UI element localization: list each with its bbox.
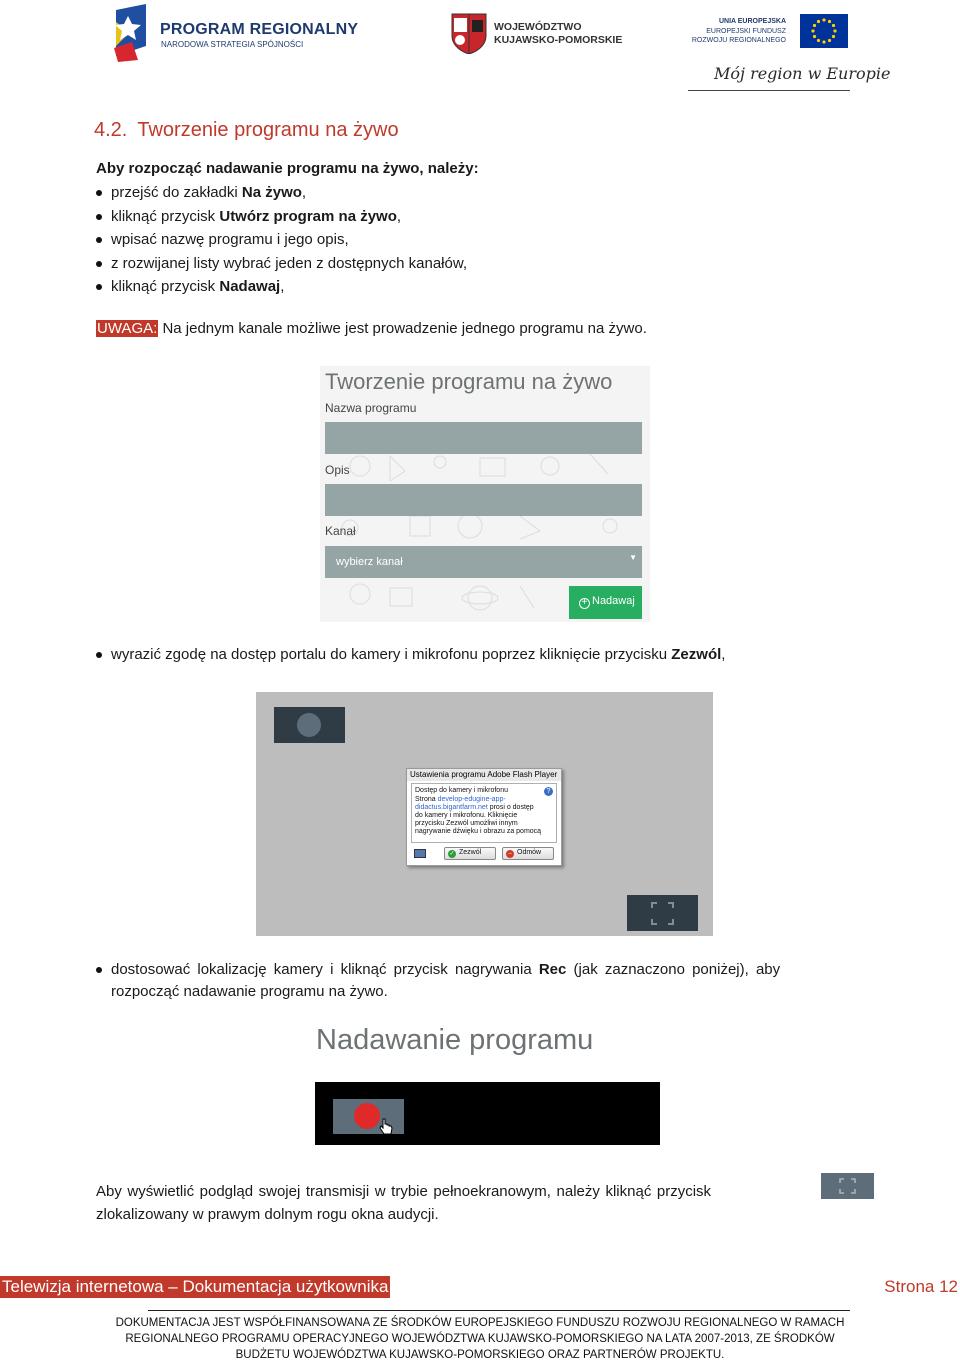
steps-list	[96, 184, 467, 302]
monitor-icon[interactable]	[414, 849, 426, 858]
flash-dialog-title: Ustawienia programu Adobe Flash Player	[407, 769, 561, 781]
program-regionalny-logo	[108, 2, 358, 64]
warning-text: Na jednym kanale możliwe jest prowadzenie jednego programu na żywo.	[158, 320, 647, 337]
wojewodztwo-line2: KUJAWSKO-POMORSKIE	[494, 34, 623, 46]
bullet-icon	[96, 214, 102, 220]
allow-button[interactable]: ✓ Zezwól	[444, 847, 496, 860]
list-item: kliknąć przycisk Nadawaj,	[96, 278, 467, 302]
bullet-icon	[96, 237, 102, 243]
record-step: dostosować lokalizację kamery i kliknąć przycisk nagrywania Rec (jak zaznaczono poniżej), aby	[96, 961, 780, 978]
hand-cursor-icon	[379, 1118, 393, 1136]
fullscreen-button[interactable]	[627, 895, 698, 931]
form-title: Tworzenie programu na żywo	[325, 369, 613, 394]
list-item: kliknąć przycisk Utwórz program na żywo,	[96, 208, 467, 232]
bullet-icon	[96, 190, 102, 196]
eu-line2: EUROPEJSKI FUNDUSZ	[706, 28, 786, 35]
footer-line1: DOKUMENTACJA JEST WSPÓŁFINANSOWANA ZE ŚRODKÓW EUROPEJSKIEGO FUNDUSZU ROZWOJU REGIONALNEGO W RAMACH	[115, 1317, 845, 1329]
caret-down-icon: ▼	[629, 553, 637, 562]
bullet-icon	[96, 261, 102, 267]
footer-line3: BUDŻETU WOJEWÓDZTWA KUJAWSKO-POMORSKIEGO ORAZ PARTNERÓW PROJEKTU.	[235, 1349, 725, 1361]
help-icon[interactable]: ?	[544, 787, 553, 796]
footer-line2: REGIONALNEGO PROGRAMU OPERACYJNEGO WOJEWÓDZTWA KUJAWSKO-POMORSKIEGO NA LATA 2007-2013, ZE ŚRODKÓW	[125, 1333, 835, 1345]
bullet-icon	[96, 967, 102, 973]
intro-text: Aby rozpocząć nadawanie programu na żywo, należy:	[96, 160, 479, 177]
section-title: Tworzenie programu na żywo	[137, 119, 399, 141]
record-dot-icon	[354, 1103, 380, 1129]
channel-select-value: wybierz kanał	[336, 556, 403, 568]
warning-tag: UWAGA:	[97, 320, 158, 337]
record-button[interactable]	[333, 1099, 404, 1134]
list-item: z rozwijanej listy wybrać jeden z dostępnych kanałów,	[96, 255, 467, 279]
motto-signature: Mój region w Europie	[714, 64, 891, 83]
broadcast-control-bar	[315, 1082, 660, 1145]
record-dot-icon	[297, 713, 321, 737]
broadcast-button-label: Nadawaj	[592, 595, 635, 607]
fullscreen-button-sample	[821, 1173, 874, 1199]
eu-logo	[691, 12, 850, 54]
program-name-input[interactable]	[325, 422, 642, 454]
create-program-form	[320, 366, 650, 622]
consent-step: wyrazić zgodę na dostęp portalu do kamery i mikrofonu poprzez kliknięcie przycisku Zezwól,	[96, 646, 725, 663]
header-rule	[688, 90, 850, 91]
fullscreen-icon	[821, 1173, 874, 1199]
program-regionalny-subtitle: NARODOWA STRATEGIA SPÓJNOŚCI	[161, 40, 304, 49]
list-item: wpisać nazwę programu i jego opis,	[96, 231, 467, 255]
broadcast-button[interactable]	[569, 586, 642, 619]
channel-select[interactable]	[325, 546, 642, 578]
nss-flag-icon	[108, 2, 158, 64]
check-icon: ✓	[449, 851, 455, 857]
wojewodztwo-logo	[450, 12, 630, 56]
list-item: przejść do zakładki Na żywo,	[96, 184, 467, 208]
section-heading	[94, 119, 399, 142]
eu-line3: ROZWOJU REGIONALNEGO	[691, 37, 786, 44]
warning-note	[96, 320, 647, 337]
section-number: 4.2.	[94, 119, 128, 141]
plus-circle-icon: +	[579, 598, 590, 609]
fullscreen-instruction-line2: zlokalizowany w prawym dolnym rogu okna audycji.	[96, 1206, 439, 1223]
eu-flag-icon	[800, 14, 848, 48]
description-input[interactable]	[325, 484, 642, 516]
footer-doc-title: Telewizja internetowa – Dokumentacja użytkownika	[2, 1277, 389, 1296]
broadcast-title: Nadawanie programu	[316, 1024, 594, 1056]
page-header	[0, 0, 960, 100]
channel-label: Kanał	[325, 524, 356, 538]
program-regionalny-title: PROGRAM REGIONALNY	[160, 21, 359, 38]
flash-dialog-footer	[411, 846, 557, 862]
flash-dialog-body: ? Dostęp do kamery i mikrofonu Strona develop-edugine-app- didactus.bigantfarm.net prosi o dostęp do kamery i mikrofonu. Kliknięcie przycisku Zezwól umożliwi innym nagrywanie dźwięku i obrazu za pomocą	[411, 783, 557, 843]
bullet-icon	[96, 652, 102, 658]
camera-permission-screenshot	[256, 692, 713, 936]
record-step-line2: rozpocząć nadawanie programu na żywo.	[111, 983, 388, 1000]
stop-icon: –	[506, 850, 514, 858]
deny-button[interactable]: – Odmów	[502, 847, 554, 860]
fullscreen-icon	[627, 895, 698, 931]
description-label: Opis	[325, 463, 350, 477]
page-number: Strona 12	[884, 1277, 958, 1296]
camera-toggle-button[interactable]	[274, 707, 345, 743]
flash-settings-dialog	[406, 768, 562, 866]
footer-rule	[148, 1310, 850, 1311]
fullscreen-instruction: Aby wyświetlić podgląd swojej transmisji w trybie pełnoekranowym, należy kliknąć przycisk	[96, 1183, 712, 1200]
program-name-label: Nazwa programu	[325, 401, 417, 415]
bullet-icon	[96, 284, 102, 290]
wojewodztwo-line1: WOJEWÓDZTWO	[494, 21, 582, 33]
coat-of-arms-icon	[450, 12, 488, 54]
eu-line1: UNIA EUROPEJSKA	[718, 18, 786, 25]
